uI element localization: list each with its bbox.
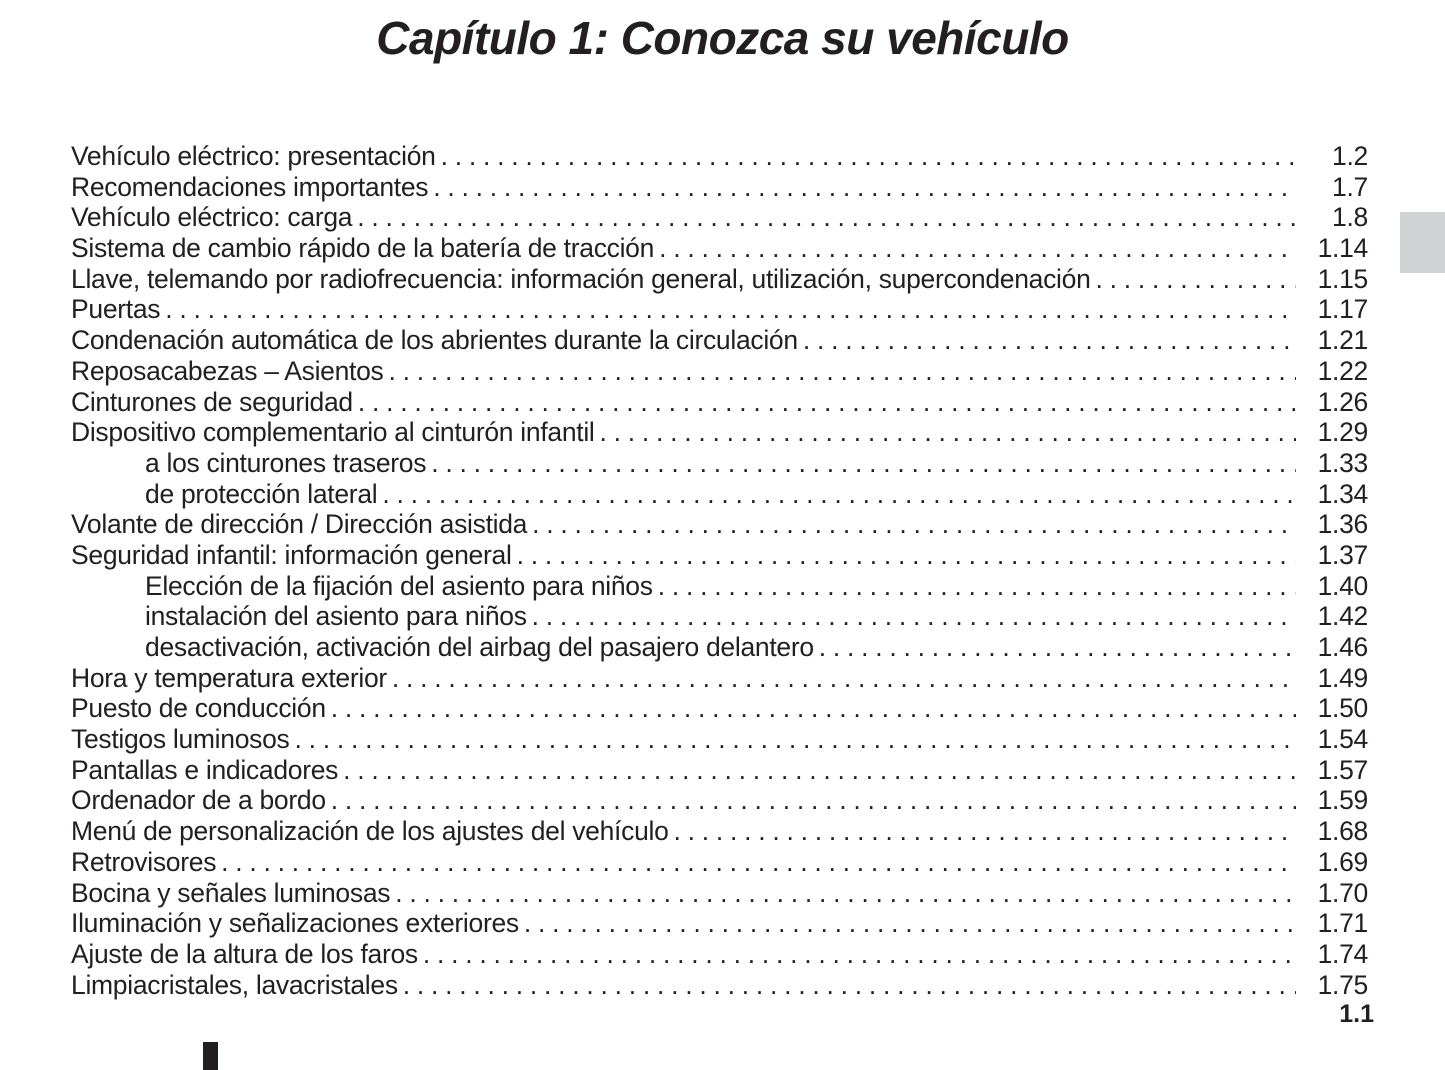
- toc-entry-page: 1.42: [1317, 601, 1368, 632]
- toc-entry-page: 1.59: [1317, 785, 1368, 816]
- toc-entry: [71, 264, 1368, 295]
- toc-entry-label: Pantallas e indicadores: [71, 754, 339, 785]
- toc-leader-dots: [527, 509, 1296, 540]
- toc-leader-dots: [436, 141, 1296, 172]
- toc-entry-page: 1.33: [1317, 447, 1368, 478]
- toc-entry-page: 1.68: [1317, 816, 1368, 847]
- toc-entry: [71, 816, 1368, 847]
- toc-entry: [71, 479, 1368, 510]
- toc-entry-label: Ordenador de a bordo: [71, 785, 326, 816]
- toc-entry-label: Ajuste de la altura de los faros: [71, 938, 418, 969]
- toc-entry-page: 1.75: [1317, 969, 1368, 1000]
- toc-entry-page: 1.14: [1317, 233, 1368, 264]
- toc-entry-page: 1.17: [1317, 294, 1368, 325]
- toc-entry: [71, 693, 1368, 724]
- toc-entry: [71, 417, 1368, 448]
- toc-entry-label: Volante de dirección / Dirección asistida: [71, 509, 528, 540]
- toc-entry-page: 1.71: [1317, 908, 1368, 939]
- toc-leader-dots: [798, 325, 1296, 356]
- toc-entry-page: 1.54: [1317, 724, 1368, 755]
- page-number: 1.1: [1339, 1000, 1374, 1028]
- toc-entry-page: 1.36: [1317, 509, 1368, 540]
- toc-entry-label: Menú de personalización de los ajustes del vehículo: [71, 816, 669, 847]
- toc-entry-label: Vehículo eléctrico: carga: [71, 202, 353, 233]
- toc-leader-dots: [289, 724, 1296, 755]
- toc-entry-label: de protección lateral: [145, 478, 378, 509]
- toc-leader-dots: [390, 878, 1296, 909]
- chapter-side-tab: [1400, 212, 1445, 273]
- toc-entry: [71, 663, 1368, 694]
- toc-leader-dots: [426, 448, 1296, 479]
- toc-leader-dots: [527, 601, 1296, 632]
- toc-leader-dots: [814, 632, 1296, 663]
- toc-entry: [71, 141, 1368, 172]
- toc-entry-label: Iluminación y señalizaciones exteriores: [71, 908, 519, 939]
- toc-entry: [71, 325, 1368, 356]
- toc-entry: [71, 202, 1368, 233]
- toc-leader-dots: [216, 847, 1296, 878]
- toc-entry: [71, 601, 1368, 632]
- toc-leader-dots: [353, 387, 1296, 418]
- toc-entry: [71, 970, 1368, 1001]
- toc-leader-dots: [669, 816, 1296, 847]
- toc-entry-page: 1.2: [1332, 141, 1368, 171]
- toc-entry: [71, 172, 1368, 203]
- toc-leader-dots: [512, 540, 1296, 571]
- toc-leader-dots: [387, 663, 1296, 694]
- toc-entry-label: Sistema de cambio rápido de la batería de tracción: [71, 233, 655, 264]
- toc-entry: [71, 294, 1368, 325]
- toc-entry-page: 1.26: [1317, 386, 1368, 417]
- toc-leader-dots: [653, 571, 1296, 602]
- toc-leader-dots: [383, 356, 1296, 387]
- toc-entry-label: Reposacabezas – Asientos: [71, 355, 384, 386]
- toc-entry-page: 1.37: [1317, 539, 1368, 570]
- toc-entry-label: Puertas: [71, 294, 161, 325]
- toc-entry: [71, 878, 1368, 909]
- toc-entry-label: Testigos luminosos: [71, 724, 290, 755]
- toc-entry: [71, 540, 1368, 571]
- toc-entry: [71, 847, 1368, 878]
- toc-entry: [71, 387, 1368, 418]
- toc-entry: [71, 724, 1368, 755]
- toc-leader-dots: [428, 172, 1296, 203]
- toc-entry-label: Seguridad infantil: información general: [71, 539, 512, 570]
- toc-leader-dots: [1091, 264, 1296, 295]
- toc-entry-label: Dispositivo complementario al cinturón infantil: [71, 417, 595, 448]
- toc-entry-label: Bocina y señales luminosas: [71, 877, 391, 908]
- toc-leader-dots: [326, 785, 1296, 816]
- toc-leader-dots: [418, 939, 1296, 970]
- toc-entry-page: 1.15: [1317, 263, 1368, 294]
- toc-leader-dots: [595, 417, 1296, 448]
- toc-entry-label: instalación del asiento para niños: [145, 601, 527, 632]
- toc-entry-page: 1.70: [1317, 877, 1368, 908]
- toc-entry-page: 1.50: [1317, 693, 1368, 724]
- toc-entry-page: 1.40: [1317, 570, 1368, 601]
- toc-leader-dots: [519, 908, 1296, 939]
- toc-entry-label: Hora y temperatura exterior: [71, 662, 387, 693]
- toc-entry-label: Recomendaciones importantes: [71, 171, 429, 202]
- toc-entry: [71, 448, 1368, 479]
- toc-leader-dots: [338, 755, 1296, 786]
- toc-entry-label: Llave, telemando por radiofrecuencia: información general, utilización, supercondenación: [71, 263, 1091, 294]
- toc-entry: [71, 908, 1368, 939]
- chapter-title: Capítulo 1: Conozca su vehículo: [376, 12, 1069, 64]
- toc-entry: [71, 755, 1368, 786]
- toc-entry-label: desactivación, activación del airbag del pasajero delantero: [145, 632, 814, 662]
- toc-entry-page: 1.49: [1317, 662, 1368, 693]
- toc-entry-label: Cinturones de seguridad: [71, 386, 353, 417]
- toc-entry-page: 1.8: [1332, 202, 1368, 233]
- table-of-contents: [71, 141, 1368, 1000]
- toc-entry-page: 1.57: [1317, 754, 1368, 785]
- toc-entry: [71, 632, 1368, 663]
- toc-leader-dots: [654, 233, 1296, 264]
- toc-leader-dots: [326, 693, 1296, 724]
- toc-entry-page: 1.21: [1317, 325, 1368, 356]
- toc-entry: [71, 509, 1368, 540]
- toc-entry-label: Condenación automática de los abrientes durante la circulación: [71, 325, 798, 356]
- toc-entry-label: Elección de la fijación del asiento para niños: [145, 570, 653, 601]
- toc-entry: [71, 356, 1368, 387]
- toc-leader-dots: [352, 202, 1296, 233]
- toc-entry-page: 1.29: [1317, 417, 1368, 448]
- toc-entry-label: Puesto de conducción: [71, 693, 326, 724]
- toc-entry-label: a los cinturones traseros: [145, 447, 427, 478]
- toc-entry: [71, 233, 1368, 264]
- toc-entry: [71, 939, 1368, 970]
- toc-leader-dots: [160, 294, 1296, 325]
- toc-entry-page: 1.69: [1317, 846, 1368, 877]
- toc-entry-label: Limpiacristales, lavacristales: [71, 969, 398, 1000]
- toc-leader-dots: [398, 970, 1296, 1001]
- binding-mark: [203, 1042, 218, 1070]
- toc-entry: [71, 785, 1368, 816]
- toc-entry-page: 1.7: [1332, 171, 1368, 202]
- toc-entry-page: 1.46: [1317, 632, 1368, 662]
- toc-entry-page: 1.22: [1317, 355, 1368, 386]
- toc-entry-page: 1.34: [1317, 478, 1368, 509]
- toc-entry: [71, 571, 1368, 602]
- toc-entry-page: 1.74: [1317, 938, 1368, 969]
- toc-entry-label: Vehículo eléctrico: presentación: [71, 141, 436, 171]
- toc-entry-label: Retrovisores: [71, 846, 217, 877]
- toc-leader-dots: [377, 479, 1296, 510]
